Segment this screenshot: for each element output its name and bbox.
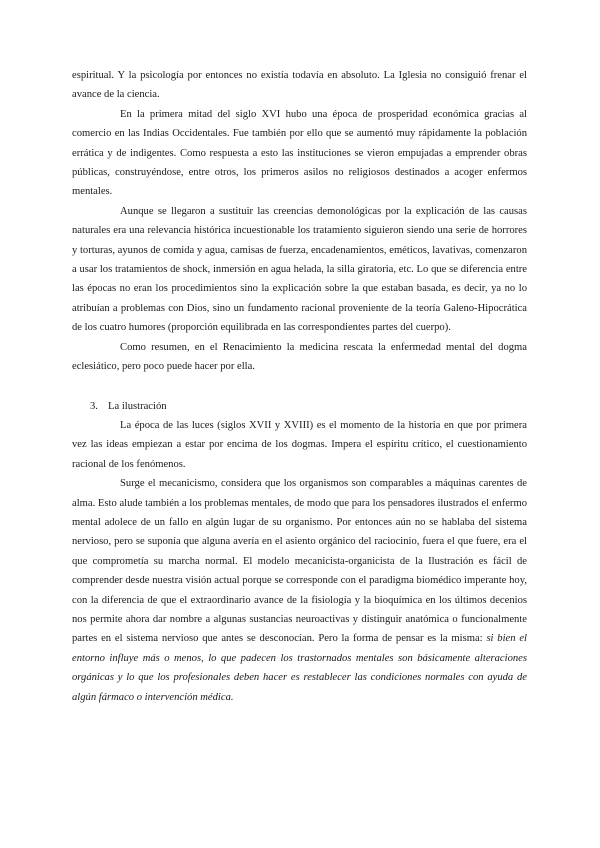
section-number: 3. [90, 400, 98, 412]
paragraph-mechanicism-text: Surge el mecanicismo, considera que los organismos son comparables a máquinas carentes de alma. Esto alude también a los problemas mentales, de modo que para los pensadores ilustrados el enfermo mental adolece de un fallo en algún lugar de su organismo. Por entonces aún no se hablaba del sistema nervioso, pero se suponía que alguna avería en el asiento orgánico del raciocinio, fuera el que fuere, era el que comprometía su marcha normal. El modelo mecanicista-organicista de la Ilustración es fácil de comprender desde nuestra visión actual porque se corresponde con el paradigma biomédico imperante hoy, con la diferencia de que el extraordinario avance de la fisiología y la bioquímica en los últimos decenios nos permite ahora dar nombre a algunas sustancias neuroactivas y distinguir anatómica o funcionalmente partes en el sistema nervioso que antes se desconocían. Pero la forma de pensar es la misma: [72, 478, 527, 645]
section-spacer [72, 377, 527, 397]
section-title: La ilustración [108, 400, 167, 412]
paragraph-mechanicism-italic: si bien el entorno influye más o menos, lo que padecen los trastornados mentales son básicamente alteraciones orgánicas y lo que los profesionales deben hacer es restablecer las condiciones normales con ayuda de algún fármaco o intervención médica. [72, 633, 527, 703]
paragraph-enlightenment: La época de las luces (siglos XVII y XVIII) es el momento de la historia en que por primera vez las ideas empiezan a estar por encima de los dogmas. Impera el espíritu crítico, el cuestionamiento racional de los fenómenos. [72, 419, 527, 470]
paragraph-prosperity: En la primera mitad del siglo XVI hubo una época de prosperidad económica gracias al comercio en las Indias Occidentales. Fue también por ello que se aumentó muy rápidamente la población errática y de indigentes. Como respuesta a esto las instituciones se vieron empujadas a emprender obras públicas, construyéndose, entre otros, los primeros asilos no religiosos destinados a acoger enfermos mentales. [72, 108, 527, 198]
document-page [72, 66, 527, 707]
paragraph-treatments: Aunque se llegaron a sustituir las creencias demonológicas por la explicación de las causas naturales era una relevancia histórica incuestionable los tratamiento siguieron siendo una serie de horrores y torturas, ayunos de comida y agua, camisas de fuerza, encadenamientos, eméticos, lavativas, comenzaron a usar los tratamientos de shock, inmersión en agua helada, la silla giratoria, etc. Lo que se diferencia entre las épocas no eran los procedimientos sino la explicación sobre la que estaban basada, es decir, ya no lo atribuían a problemas con Dios, sino un fundamento racional proveniente de la teoría Galeno-Hipocrática de los cuatro humores (proporción equilibrada en las correspondientes partes del cuerpo). [72, 205, 527, 334]
paragraph-mechanicism [72, 474, 527, 707]
section-heading [72, 397, 527, 416]
paragraph-continuation: espiritual. Y la psicología por entonces no existía todavía en absoluto. La Iglesia no consiguió frenar el avance de la ciencia. [72, 70, 527, 101]
paragraph-summary: Como resumen, en el Renacimiento la medicina rescata la enfermedad mental del dogma eclesiático, pero poco puede hacer por ella. [72, 341, 527, 373]
